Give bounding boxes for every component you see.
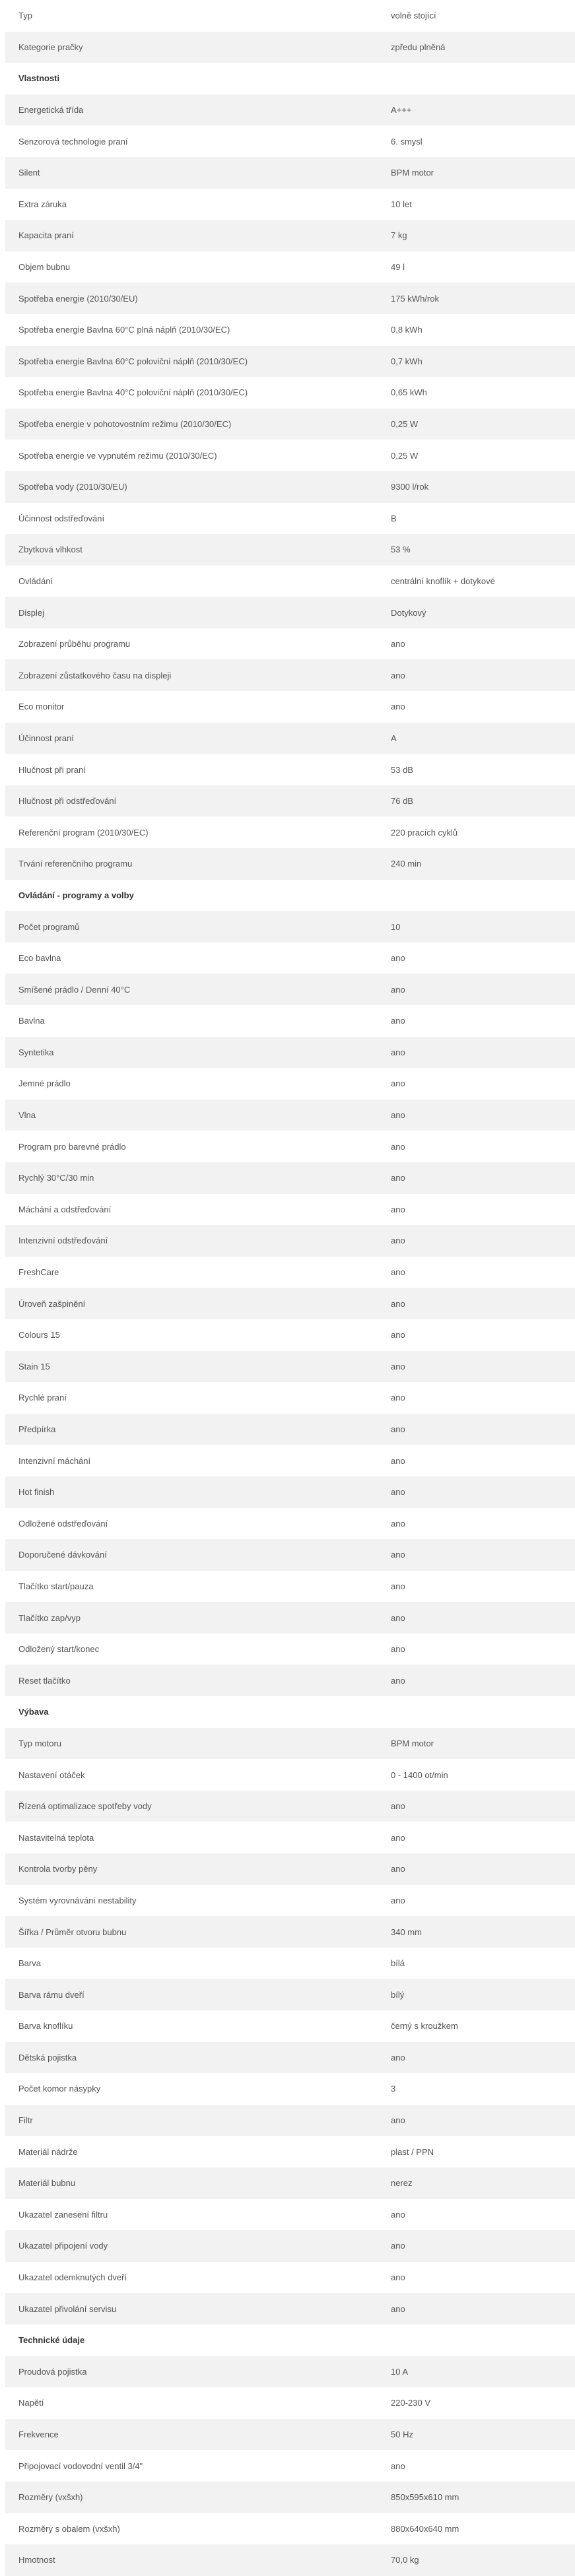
spec-row <box>5 723 575 754</box>
spec-row <box>5 1728 575 1760</box>
spec-label: Tlačítko start/pauza <box>18 1581 94 1591</box>
spec-value: 0,25 W <box>391 419 419 430</box>
spec-row <box>5 2293 575 2325</box>
spec-value: ano <box>391 1173 405 1183</box>
spec-row <box>5 409 575 440</box>
spec-value: B <box>391 513 397 523</box>
spec-label: Rozměry s obalem (vxšxh) <box>18 2523 120 2534</box>
spec-label: Rozměry (vxšxh) <box>18 2492 83 2503</box>
spec-value: 240 min <box>391 859 422 869</box>
spec-label: Bavlna <box>18 1016 45 1026</box>
spec-row <box>5 628 575 660</box>
spec-label: Nastavitelná teplota <box>18 1832 94 1843</box>
spec-label: Doporučené dávkování <box>18 1550 107 1560</box>
spec-label: Spotřeba vody (2010/30/EU) <box>18 482 127 492</box>
spec-value: 0,25 W <box>391 450 419 461</box>
spec-label: Zobrazení zůstatkového času na displeji <box>18 670 172 680</box>
spec-row <box>5 1225 575 1257</box>
spec-value: 0,8 kWh <box>391 325 423 335</box>
spec-row <box>5 157 575 189</box>
spec-value: ano <box>391 639 405 649</box>
spec-row <box>5 1037 575 1069</box>
spec-row <box>5 471 575 503</box>
spec-value: ano <box>391 1330 405 1340</box>
spec-row <box>5 754 575 785</box>
spec-label: Senzorová technologie praní <box>18 136 128 147</box>
spec-value: ano <box>391 1267 405 1278</box>
spec-label: Ukazatel přivolání servisu <box>18 2303 117 2314</box>
spec-label: Máchání a odstřeďování <box>18 1204 112 1214</box>
spec-label: Intenzivní odstřeďování <box>18 1236 108 1246</box>
spec-row <box>5 1759 575 1791</box>
spec-value: 10 A <box>391 2366 409 2377</box>
spec-row <box>5 785 575 817</box>
spec-value: 0,7 kWh <box>391 356 423 366</box>
spec-value: centrální knoflík + dotykové <box>391 576 495 586</box>
spec-value: ano <box>391 2303 405 2314</box>
spec-label: Program pro barevné prádlo <box>18 1141 126 1152</box>
spec-row <box>5 0 575 32</box>
spec-value: ano <box>391 1047 405 1057</box>
spec-label: Počet programů <box>18 921 80 932</box>
spec-value: ano <box>391 2272 405 2283</box>
spec-label: Kapacita praní <box>18 230 74 241</box>
spec-row <box>5 2010 575 2042</box>
spec-value: ano <box>391 1078 405 1089</box>
spec-row <box>5 377 575 409</box>
spec-value: ano <box>391 2115 405 2126</box>
spec-value: 53 % <box>391 545 411 555</box>
spec-row <box>5 2513 575 2545</box>
spec-label: Účinnost praní <box>18 733 74 743</box>
spec-label: Spotřeba energie Bavlna 60°C plná náplň (2010/30/EC) <box>18 325 230 335</box>
spec-row <box>5 534 575 566</box>
spec-row <box>5 2482 575 2513</box>
spec-row <box>5 32 575 63</box>
spec-label: Šířka / Průměr otvoru bubnu <box>18 1927 127 1937</box>
spec-value: ano <box>391 1016 405 1026</box>
spec-value: ano <box>391 1832 405 1843</box>
spec-value: nerez <box>391 2178 413 2189</box>
spec-row <box>5 440 575 471</box>
spec-label: FreshCare <box>18 1267 59 1278</box>
spec-label: Spotřeba energie v pohotovostním režimu (2010/30/EC) <box>18 419 232 430</box>
spec-row <box>5 974 575 1005</box>
spec-row <box>5 1288 575 1319</box>
spec-value: A+++ <box>391 105 412 116</box>
spec-label: Úroveň zašpinění <box>18 1298 86 1309</box>
spec-label: Zbytková vlhkost <box>18 545 83 555</box>
spec-row <box>5 1571 575 1602</box>
spec-label: Hmotnost <box>18 2555 55 2565</box>
spec-label: Počet komor násypky <box>18 2084 101 2094</box>
spec-value: 10 let <box>391 199 412 209</box>
section-heading-label: Vlastnosti <box>18 73 60 84</box>
spec-value: A <box>391 733 397 743</box>
spec-row <box>5 691 575 723</box>
spec-row <box>5 2105 575 2136</box>
spec-value: 76 dB <box>391 796 413 807</box>
spec-row <box>5 1100 575 1131</box>
spec-value: 50 Hz <box>391 2429 413 2440</box>
spec-label: Objem bubnu <box>18 262 71 273</box>
spec-row <box>5 1194 575 1226</box>
spec-row <box>5 1351 575 1383</box>
spec-row <box>5 1445 575 1476</box>
spec-value: 220 pracích cyklů <box>391 827 458 838</box>
spec-label: Filtr <box>18 2115 33 2126</box>
spec-row <box>5 2450 575 2482</box>
spec-row <box>5 2199 575 2231</box>
spec-label: Kontrola tvorby pěny <box>18 1864 98 1874</box>
spec-value: ano <box>391 1236 405 1246</box>
spec-label: Odložený start/konec <box>18 1644 100 1655</box>
section-heading <box>5 1696 575 1728</box>
section-heading-label: Ovládání - programy a volby <box>18 890 134 900</box>
spec-row <box>5 1853 575 1885</box>
spec-value: 0 - 1400 ot/min <box>391 1769 448 1780</box>
spec-row <box>5 1822 575 1853</box>
spec-value: černý s kroužkem <box>391 2021 458 2031</box>
spec-value: 53 dB <box>391 764 413 775</box>
spec-row <box>5 2262 575 2294</box>
spec-label: Silent <box>18 168 40 178</box>
section-heading-label: Technické údaje <box>18 2335 85 2346</box>
spec-value: ano <box>391 1675 405 1686</box>
spec-label: Kategorie pračky <box>18 42 83 52</box>
spec-value: ano <box>391 1612 405 1623</box>
spec-value: ano <box>391 1424 405 1435</box>
spec-row <box>5 1257 575 1288</box>
spec-row <box>5 942 575 974</box>
spec-row <box>5 2073 575 2105</box>
spec-value: ano <box>391 953 405 964</box>
spec-row <box>5 94 575 126</box>
spec-label: Předpírka <box>18 1424 56 1435</box>
spec-value: 70,0 kg <box>391 2555 419 2565</box>
spec-label: Ukazatel zanesení filtru <box>18 2209 108 2220</box>
spec-label: Systém vyrovnávání nestability <box>18 1895 137 1905</box>
spec-row <box>5 816 575 848</box>
spec-value: ano <box>391 1895 405 1905</box>
spec-value: 880x640x640 mm <box>391 2523 459 2534</box>
spec-label: Hlučnost při odstřeďování <box>18 796 117 807</box>
spec-label: Rychlý 30°C/30 min <box>18 1173 94 1183</box>
spec-row <box>5 2387 575 2419</box>
spec-label: Napětí <box>18 2398 44 2408</box>
spec-row <box>5 2544 575 2576</box>
spec-label: Eco bavlna <box>18 953 61 964</box>
spec-label: Reset tlačítko <box>18 1675 71 1686</box>
spec-row <box>5 911 575 942</box>
spec-label: Proudová pojistka <box>18 2366 87 2377</box>
spec-value: Dotykový <box>391 607 426 618</box>
spec-label: Trvání referenčního programu <box>18 859 133 869</box>
spec-label: Odložené odstřeďování <box>18 1518 108 1529</box>
spec-label: Barva <box>18 1958 41 1969</box>
spec-row <box>5 346 575 378</box>
spec-label: Spotřeba energie (2010/30/EU) <box>18 293 138 304</box>
spec-value: ano <box>391 1361 405 1371</box>
spec-value: ano <box>391 1204 405 1214</box>
spec-label: Hot finish <box>18 1487 55 1498</box>
spec-row <box>5 1916 575 1948</box>
spec-row <box>5 314 575 346</box>
spec-label: Hlučnost při praní <box>18 764 86 775</box>
spec-value: ano <box>391 1455 405 1466</box>
spec-label: Ovládání <box>18 576 53 586</box>
spec-label: Ukazatel připojení vody <box>18 2241 108 2251</box>
spec-row <box>5 503 575 535</box>
spec-row <box>5 125 575 157</box>
spec-value: ano <box>391 984 405 995</box>
spec-label: Syntetika <box>18 1047 54 1057</box>
spec-value: zpředu plněná <box>391 42 446 52</box>
spec-value: ano <box>391 1110 405 1121</box>
section-heading-label: Výbava <box>18 1707 49 1717</box>
spec-value: ano <box>391 670 405 680</box>
section-heading <box>5 2325 575 2356</box>
spec-value: 175 kWh/rok <box>391 293 439 304</box>
spec-row <box>5 659 575 691</box>
spec-label: Eco monitor <box>18 702 65 712</box>
spec-label: Tlačítko zap/vyp <box>18 1612 81 1623</box>
spec-label: Referenční program (2010/30/EC) <box>18 827 149 838</box>
spec-label: Jemné prádlo <box>18 1078 71 1089</box>
spec-value: ano <box>391 702 405 712</box>
section-heading <box>5 880 575 911</box>
spec-row <box>5 1068 575 1100</box>
spec-row <box>5 2167 575 2199</box>
spec-label: Nastavení otáček <box>18 1769 85 1780</box>
spec-label: Displej <box>18 607 45 618</box>
spec-row <box>5 1162 575 1194</box>
spec-row <box>5 2230 575 2262</box>
spec-value: ano <box>391 2052 405 2063</box>
spec-label: Vlna <box>18 1110 36 1121</box>
spec-row <box>5 1948 575 1979</box>
spec-value: 7 kg <box>391 230 407 241</box>
spec-value: ano <box>391 1298 405 1309</box>
spec-label: Rychlé praní <box>18 1393 67 1403</box>
spec-row <box>5 282 575 314</box>
spec-value: ano <box>391 1644 405 1655</box>
spec-value: ano <box>391 2241 405 2251</box>
spec-label: Energetická třída <box>18 105 84 116</box>
spec-value: volně stojící <box>391 11 436 21</box>
spec-value: ano <box>391 1393 405 1403</box>
spec-label: Stain 15 <box>18 1361 50 1371</box>
spec-row <box>5 1791 575 1822</box>
spec-value: ano <box>391 2209 405 2220</box>
spec-row <box>5 1382 575 1414</box>
spec-row <box>5 2419 575 2451</box>
spec-label: Materiál bubnu <box>18 2178 75 2189</box>
spec-row <box>5 1508 575 1540</box>
spec-row <box>5 1131 575 1162</box>
spec-table <box>5 0 575 2576</box>
spec-label: Colours 15 <box>18 1330 60 1340</box>
spec-row <box>5 2356 575 2388</box>
section-heading <box>5 63 575 94</box>
spec-value: ano <box>391 1801 405 1812</box>
spec-row <box>5 220 575 251</box>
spec-value: ano <box>391 1487 405 1498</box>
spec-value: BPM motor <box>391 168 434 178</box>
spec-row <box>5 2042 575 2074</box>
spec-label: Frekvence <box>18 2429 59 2440</box>
spec-row <box>5 1005 575 1037</box>
spec-value: plast / PPN <box>391 2146 434 2157</box>
spec-row <box>5 1539 575 1571</box>
spec-row <box>5 1634 575 1665</box>
spec-value: ano <box>391 1864 405 1874</box>
spec-label: Typ <box>18 11 32 21</box>
spec-label: Připojovací vodovodní ventil 3/4" <box>18 2460 143 2471</box>
spec-value: ano <box>391 1141 405 1152</box>
spec-value: 220-230 V <box>391 2398 430 2408</box>
spec-row <box>5 1979 575 2010</box>
spec-row <box>5 848 575 880</box>
spec-value: ano <box>391 2460 405 2471</box>
spec-label: Ukazatel odemknutých dveří <box>18 2272 127 2283</box>
spec-value: BPM motor <box>391 1738 434 1748</box>
spec-label: Účinnost odstřeďování <box>18 513 105 523</box>
spec-label: Spotřeba energie ve vypnutém režimu (2010/30/EC) <box>18 450 217 461</box>
spec-value: 10 <box>391 921 401 932</box>
spec-label: Spotřeba energie Bavlna 40°C poloviční náplň (2010/30/EC) <box>18 387 248 398</box>
spec-row <box>5 1602 575 1634</box>
spec-value: 6. smysl <box>391 136 423 147</box>
spec-row <box>5 1885 575 1917</box>
spec-value: 850x595x610 mm <box>391 2492 459 2503</box>
spec-row <box>5 597 575 628</box>
spec-row <box>5 1476 575 1508</box>
spec-value: 340 mm <box>391 1927 422 1937</box>
spec-row <box>5 566 575 597</box>
spec-value: ano <box>391 1550 405 1560</box>
spec-value: 3 <box>391 2084 396 2094</box>
spec-label: Barva knoflíku <box>18 2021 73 2031</box>
spec-label: Intenzivní máchání <box>18 1455 91 1466</box>
spec-label: Materiál nádrže <box>18 2146 78 2157</box>
spec-label: Dětská pojistka <box>18 2052 77 2063</box>
spec-row <box>5 2136 575 2167</box>
spec-row <box>5 1414 575 1445</box>
spec-label: Zobrazení průběhu programu <box>18 639 131 649</box>
spec-value: 49 l <box>391 262 405 273</box>
spec-label: Barva rámu dveří <box>18 1989 85 2000</box>
spec-value: 0,65 kWh <box>391 387 427 398</box>
spec-row <box>5 189 575 220</box>
spec-label: Smíšené prádlo / Denní 40°C <box>18 984 131 995</box>
spec-row <box>5 1665 575 1696</box>
spec-value: ano <box>391 1581 405 1591</box>
spec-label: Řízená optimalizace spotřeby vody <box>18 1801 152 1812</box>
spec-label: Typ motoru <box>18 1738 62 1748</box>
spec-label: Extra záruka <box>18 199 67 209</box>
spec-value: ano <box>391 1518 405 1529</box>
spec-row <box>5 251 575 283</box>
spec-value: bílý <box>391 1989 405 2000</box>
spec-label: Spotřeba energie Bavlna 60°C poloviční náplň (2010/30/EC) <box>18 356 248 366</box>
spec-value: 9300 l/rok <box>391 482 429 492</box>
spec-row <box>5 1319 575 1351</box>
spec-value: bílá <box>391 1958 405 1969</box>
